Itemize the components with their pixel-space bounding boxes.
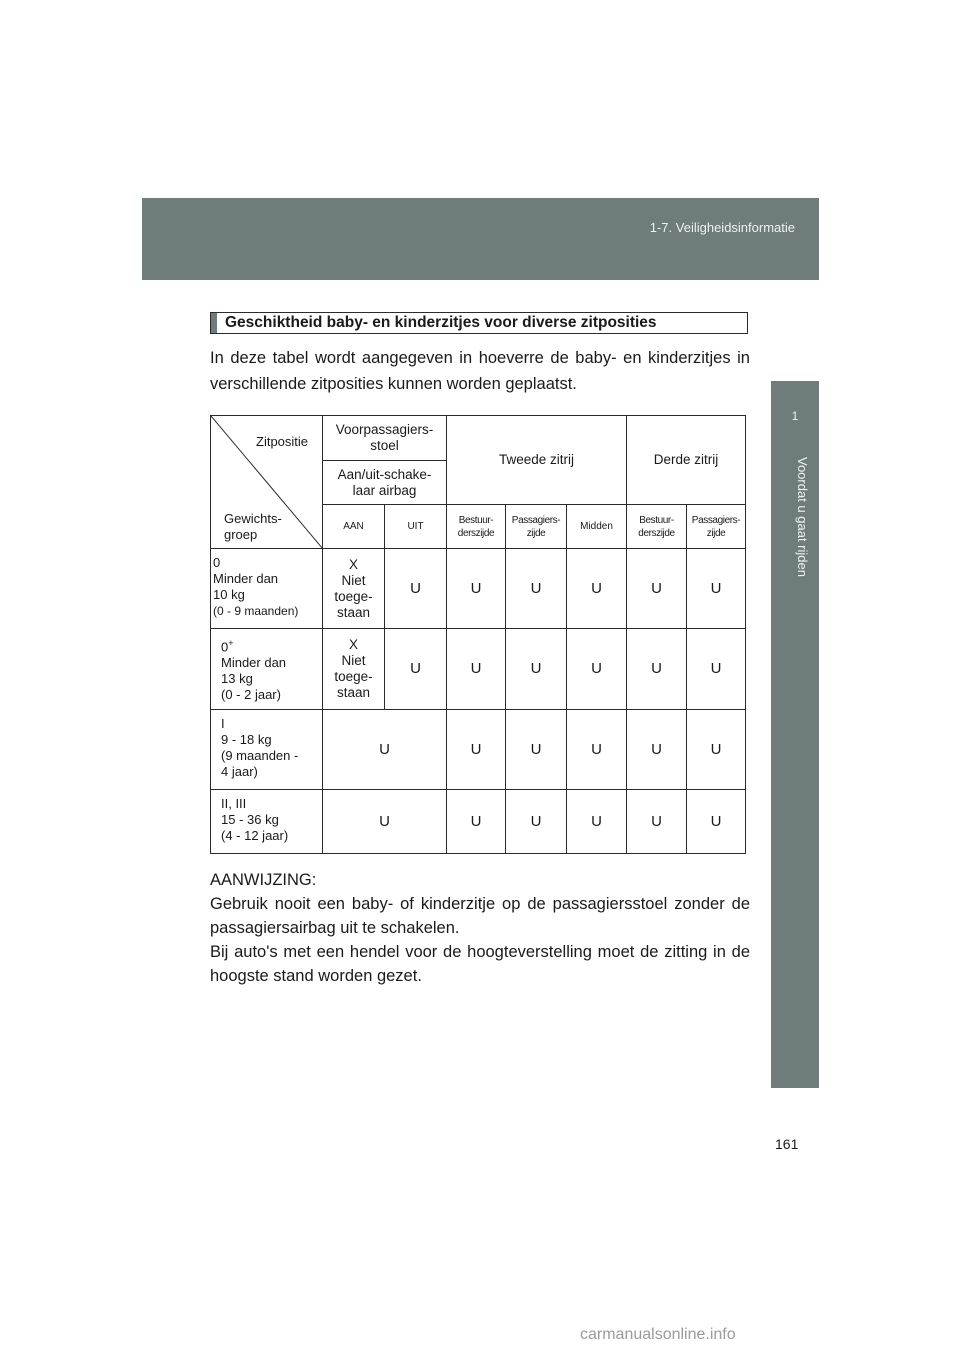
value-cell: U — [447, 790, 506, 854]
value-cell: U — [447, 629, 506, 710]
chapter-title: Voordat u gaat rijden — [795, 457, 810, 577]
table-row — [211, 790, 746, 854]
airbag-switch-header: Aan/uit-schake- laar airbag — [323, 461, 447, 505]
col-second-middle: Midden — [567, 505, 627, 549]
value-cell: U — [385, 629, 447, 710]
table-row — [211, 710, 746, 790]
page-number: 161 — [775, 1136, 799, 1152]
third-row-header: Derde zitrij — [627, 416, 746, 505]
value-cell: U — [506, 790, 567, 854]
not-allowed-cell: X Niet toege- staan — [323, 549, 385, 629]
heading-text: Geschiktheid baby- en kinderzitjes voor diverse zitposities — [225, 314, 657, 331]
chapter-tab — [771, 381, 819, 451]
col-uit: UIT — [385, 505, 447, 549]
weight-group-cell: I 9 - 18 kg (9 maanden - 4 jaar) — [211, 710, 323, 790]
weight-group-label: Gewichts- groep — [224, 511, 282, 542]
section-title: 1-7. Veiligheidsinformatie — [649, 220, 795, 235]
col-third-driver-side: Bestuur- derszijde — [627, 505, 687, 549]
heading-accent-bar — [211, 313, 217, 333]
note-block — [210, 868, 750, 988]
value-cell: U — [567, 629, 627, 710]
col-third-passenger-side: Passagiers- zijde — [687, 505, 746, 549]
seat-position-label: Zitpositie — [256, 434, 309, 449]
table-row — [211, 549, 746, 629]
value-cell: U — [323, 790, 447, 854]
value-cell: U — [627, 710, 687, 790]
weight-group-cell: 0+ Minder dan 13 kg (0 - 2 jaar) — [211, 629, 323, 710]
value-cell: U — [506, 710, 567, 790]
not-allowed-cell: X Niet toege- staan — [323, 629, 385, 710]
value-cell: U — [323, 710, 447, 790]
value-cell: U — [687, 710, 746, 790]
value-cell: U — [627, 790, 687, 854]
chapter-number: 1 — [791, 409, 799, 423]
value-cell: U — [567, 549, 627, 629]
value-cell: U — [567, 790, 627, 854]
col-aan: AAN — [323, 505, 385, 549]
note-line-1: Gebruik nooit een baby- of kinderzitje op de passagiersstoel zonder de passagiersairbag uit te schakelen. — [210, 895, 750, 937]
table-corner-cell — [211, 416, 323, 549]
intro-paragraph: In deze tabel wordt aangegeven in hoeverre de baby- en kinderzitjes in verschillende zitposities kunnen worden geplaatst. — [210, 349, 750, 393]
header-band — [142, 198, 819, 280]
col-second-driver-side: Bestuur- derszijde — [447, 505, 506, 549]
value-cell: U — [385, 549, 447, 629]
value-cell: U — [506, 549, 567, 629]
value-cell: U — [687, 629, 746, 710]
value-cell: U — [687, 790, 746, 854]
seat-suitability-table — [210, 415, 746, 854]
weight-group-cell: 0 Minder dan 10 kg (0 - 9 maanden) — [211, 549, 323, 629]
front-seat-header: Voorpassagiers- stoel — [323, 416, 447, 461]
watermark: carmanualsonline.info — [580, 1326, 736, 1343]
second-row-header: Tweede zitrij — [447, 416, 627, 505]
value-cell: U — [447, 710, 506, 790]
section-heading — [210, 312, 748, 334]
note-line-2: Bij auto's met een hendel voor de hoogteverstelling moet de zitting in de hoogste stand worden gezet. — [210, 943, 750, 985]
value-cell: U — [687, 549, 746, 629]
chapter-strip — [771, 451, 819, 1088]
col-second-passenger-side: Passagiers- zijde — [506, 505, 567, 549]
value-cell: U — [506, 629, 567, 710]
weight-group-cell: II, III 15 - 36 kg (4 - 12 jaar) — [211, 790, 323, 854]
value-cell: U — [627, 629, 687, 710]
value-cell: U — [567, 710, 627, 790]
value-cell: U — [627, 549, 687, 629]
table-row — [211, 629, 746, 710]
note-title: AANWIJZING: — [210, 871, 317, 889]
value-cell: U — [447, 549, 506, 629]
